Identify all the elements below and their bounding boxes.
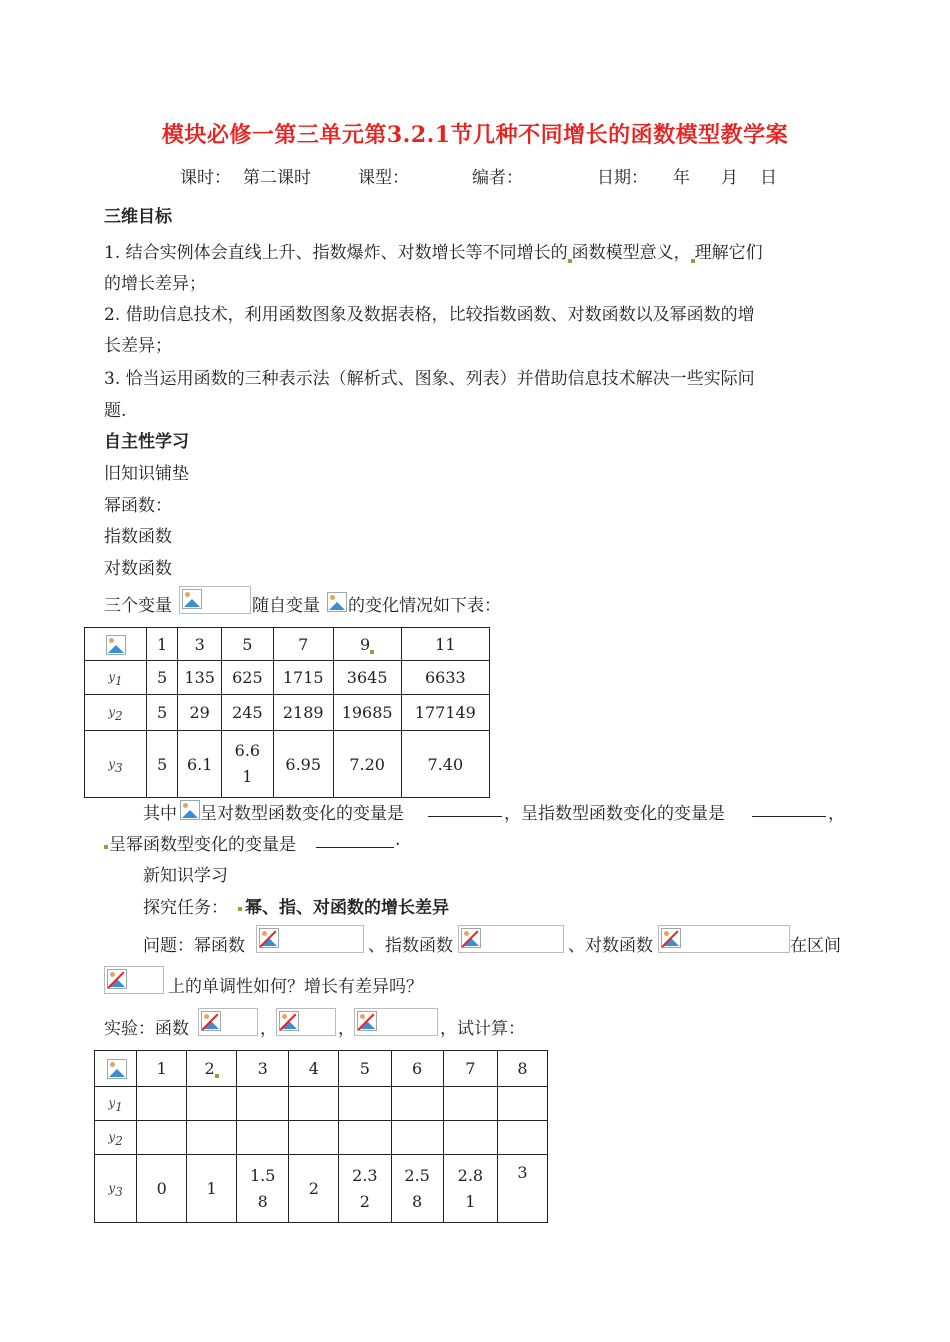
- table-cell: 29: [178, 695, 222, 731]
- anchor-mark: [370, 650, 374, 654]
- broken-image-icon: [182, 589, 202, 609]
- question-text-d: 在区间: [790, 936, 841, 956]
- goal-1-line-1: [104, 238, 763, 263]
- goal-1-line-2: 的增长差异；: [104, 274, 206, 294]
- table-cell: 1.5 8: [237, 1155, 289, 1223]
- power-function-label: 幂函数：: [104, 496, 172, 516]
- broken-image-icon: [107, 1059, 127, 1079]
- table-cell: 6.6 1: [222, 731, 274, 798]
- table-cell: 11: [401, 628, 489, 661]
- table-cell: 5: [146, 695, 177, 731]
- table-row: [95, 1121, 548, 1155]
- table-cell[interactable]: [339, 1121, 391, 1155]
- comma-1: ，: [260, 1019, 277, 1039]
- table-cell: 5: [222, 628, 274, 661]
- three-vars-text-b: 随自变量: [252, 596, 320, 616]
- formula-image-box: [104, 966, 164, 994]
- experiment-text-b: ，试计算：: [440, 1019, 525, 1039]
- question-text-b: 、指数函数: [368, 936, 453, 956]
- table-cell: 3645: [333, 661, 401, 695]
- row-label: [95, 1087, 137, 1121]
- table-cell[interactable]: [137, 1121, 187, 1155]
- anchor-mark: [215, 1074, 219, 1078]
- type-label: 课型：: [358, 168, 409, 188]
- month-label: 月: [721, 168, 738, 188]
- table-cell[interactable]: [289, 1087, 339, 1121]
- header-x-cell: [95, 1051, 137, 1087]
- row-label-y: y: [108, 1181, 116, 1196]
- formula-image-box: [658, 925, 790, 953]
- table-cell: 1: [187, 1155, 237, 1223]
- table-cell: 19685: [333, 695, 401, 731]
- variables-table: [84, 627, 490, 798]
- experiment-table: [94, 1050, 548, 1223]
- year-label: 年: [673, 168, 690, 188]
- goal-1-text-b: 函数模型意义，: [571, 243, 691, 263]
- answer-blank-log[interactable]: [428, 800, 502, 817]
- page-title: 模块必修一第三单元第3.2.1节几种不同增长的函数模型教学案: [161, 122, 789, 148]
- table-row: [95, 1155, 548, 1223]
- row-label: [85, 661, 147, 695]
- row-label: [95, 1155, 137, 1223]
- row-label: [95, 1121, 137, 1155]
- table-cell: 7: [273, 628, 333, 661]
- lesson-label: 课时：: [180, 168, 231, 188]
- three-vars-text-a: 三个变量: [104, 596, 172, 616]
- table-cell: 0: [137, 1155, 187, 1223]
- row-label-sub: 2: [115, 709, 123, 724]
- table-row: [85, 731, 490, 798]
- row-label-sub: 3: [115, 761, 123, 776]
- table-cell-text: 2: [204, 1059, 215, 1078]
- goal-2-line-2: 长差异；: [104, 336, 172, 356]
- question-text-a: 问题：幂函数: [143, 936, 245, 956]
- row-label-y: y: [108, 1096, 116, 1111]
- task-label: 探究任务：: [143, 898, 228, 918]
- broken-image-icon: [327, 592, 347, 612]
- table-cell: 2: [289, 1155, 339, 1223]
- header-x-cell: [85, 628, 147, 661]
- row-label-sub: 1: [115, 674, 123, 689]
- table-cell: 2.5 8: [391, 1155, 443, 1223]
- author-label: 编者：: [472, 168, 523, 188]
- goal-3-line-2: 题.: [104, 401, 127, 421]
- table-cell[interactable]: [237, 1121, 289, 1155]
- goal-2-line-1: 2. 借助信息技术，利用函数图象及数据表格，比较指数函数、对数函数以及幂函数的增: [104, 305, 755, 325]
- table-cell: 6.95: [273, 731, 333, 798]
- table-row: [85, 628, 490, 661]
- table-cell: 8: [497, 1051, 547, 1087]
- table-row: [95, 1087, 548, 1121]
- old-knowledge-label: 旧知识铺垫: [104, 464, 189, 484]
- formula-image-box: [354, 1008, 438, 1036]
- question1-text-c: ，呈指数型函数变化的变量是: [504, 804, 725, 824]
- row-label-sub: 1: [115, 1100, 123, 1115]
- day-label: 日: [760, 168, 777, 188]
- table-cell[interactable]: [187, 1087, 237, 1121]
- table-cell[interactable]: [497, 1121, 547, 1155]
- anchor-mark: [104, 845, 108, 849]
- formula-image-box: [458, 925, 564, 953]
- table-row: [85, 661, 490, 695]
- table-cell: 5: [339, 1051, 391, 1087]
- table-cell: [187, 1051, 237, 1087]
- answer-blank-exp[interactable]: [752, 800, 826, 817]
- table-cell[interactable]: [443, 1121, 497, 1155]
- table-cell[interactable]: [339, 1087, 391, 1121]
- table-row: [95, 1051, 548, 1087]
- table-cell: 7.40: [401, 731, 489, 798]
- table-cell: 2.8 1: [443, 1155, 497, 1223]
- question1-text-b: 呈对数型函数变化的变量是: [200, 804, 404, 824]
- three-vars-text-c: 的变化情况如下表：: [348, 596, 501, 616]
- table-cell: 3: [497, 1155, 547, 1223]
- date-label: 日期：: [597, 168, 648, 188]
- logarithm-function-label: 对数函数: [104, 559, 172, 579]
- question-text-e: 上的单调性如何？增长有差异吗？: [168, 977, 423, 997]
- broken-image-icon: [106, 635, 126, 655]
- goal-1-text-c: 理解它们: [694, 243, 763, 263]
- table-cell: 3: [237, 1051, 289, 1087]
- new-knowledge-heading: 新知识学习: [143, 866, 228, 886]
- row-label-sub: 3: [115, 1185, 123, 1200]
- row-label-y: y: [108, 670, 116, 685]
- formula-image-box: [256, 925, 364, 953]
- formula-image-box: [198, 1008, 258, 1036]
- table-cell: 7: [443, 1051, 497, 1087]
- question1-text-d: ，: [828, 804, 845, 824]
- table-cell: 1: [146, 628, 177, 661]
- table-cell: 6633: [401, 661, 489, 695]
- table-cell: 2189: [273, 695, 333, 731]
- table-cell: 7.20: [333, 731, 401, 798]
- table-row: [85, 695, 490, 731]
- row-label: [85, 695, 147, 731]
- table-cell: 1: [137, 1051, 187, 1087]
- table-cell: 6.1: [178, 731, 222, 798]
- question-text-c: 、对数函数: [568, 936, 653, 956]
- anchor-mark: [238, 907, 242, 911]
- broken-image-icon: [180, 800, 200, 820]
- experiment-text-a: 实验：函数: [104, 1019, 189, 1039]
- self-study-heading: 自主性学习: [104, 432, 189, 452]
- table-cell: 245: [222, 695, 274, 731]
- table-cell[interactable]: [497, 1087, 547, 1121]
- question1-text-e: 呈幂函数型变化的变量是: [109, 835, 296, 855]
- comma-2: ，: [338, 1019, 355, 1039]
- table-cell[interactable]: [443, 1087, 497, 1121]
- table-cell: 2.3 2: [339, 1155, 391, 1223]
- table-cell[interactable]: [237, 1087, 289, 1121]
- table-cell: 135: [178, 661, 222, 695]
- table-cell: 5: [146, 731, 177, 798]
- row-label-y: y: [108, 756, 116, 771]
- table-cell[interactable]: [289, 1121, 339, 1155]
- table-cell-text: 9: [360, 634, 371, 654]
- lesson-value: 第二课时: [243, 168, 311, 188]
- table-cell: 5: [146, 661, 177, 695]
- table-cell: [333, 628, 401, 661]
- table-cell[interactable]: [137, 1087, 187, 1121]
- formula-image-box: [179, 586, 251, 614]
- formula-image-box: [276, 1008, 336, 1036]
- table-cell: 625: [222, 661, 274, 695]
- table-cell: 4: [289, 1051, 339, 1087]
- goal-1-text-a: 1. 结合实例体会直线上升、指数爆炸、对数增长等不同增长的: [104, 243, 568, 263]
- table-cell[interactable]: [187, 1121, 237, 1155]
- table-cell: 3: [178, 628, 222, 661]
- table-cell[interactable]: [391, 1087, 443, 1121]
- goals-heading: 三维目标: [104, 207, 172, 227]
- goal-3-line-1: 3. 恰当运用函数的三种表示法（解析式、图象、列表）并借助信息技术解决一些实际问: [104, 369, 755, 389]
- row-label-sub: 2: [115, 1134, 123, 1149]
- exponential-function-label: 指数函数: [104, 527, 172, 547]
- table-cell: 6: [391, 1051, 443, 1087]
- table-cell[interactable]: [391, 1121, 443, 1155]
- table-cell: 177149: [401, 695, 489, 731]
- row-label: [85, 731, 147, 798]
- task-title: 幂、指、对函数的增长差异: [245, 898, 449, 918]
- question1-text-f: .: [395, 830, 401, 850]
- table-cell: 1715: [273, 661, 333, 695]
- row-label-y: y: [108, 1130, 116, 1145]
- answer-blank-power[interactable]: [316, 831, 394, 848]
- question1-text-a: 其中: [143, 804, 177, 824]
- row-label-y: y: [108, 705, 116, 720]
